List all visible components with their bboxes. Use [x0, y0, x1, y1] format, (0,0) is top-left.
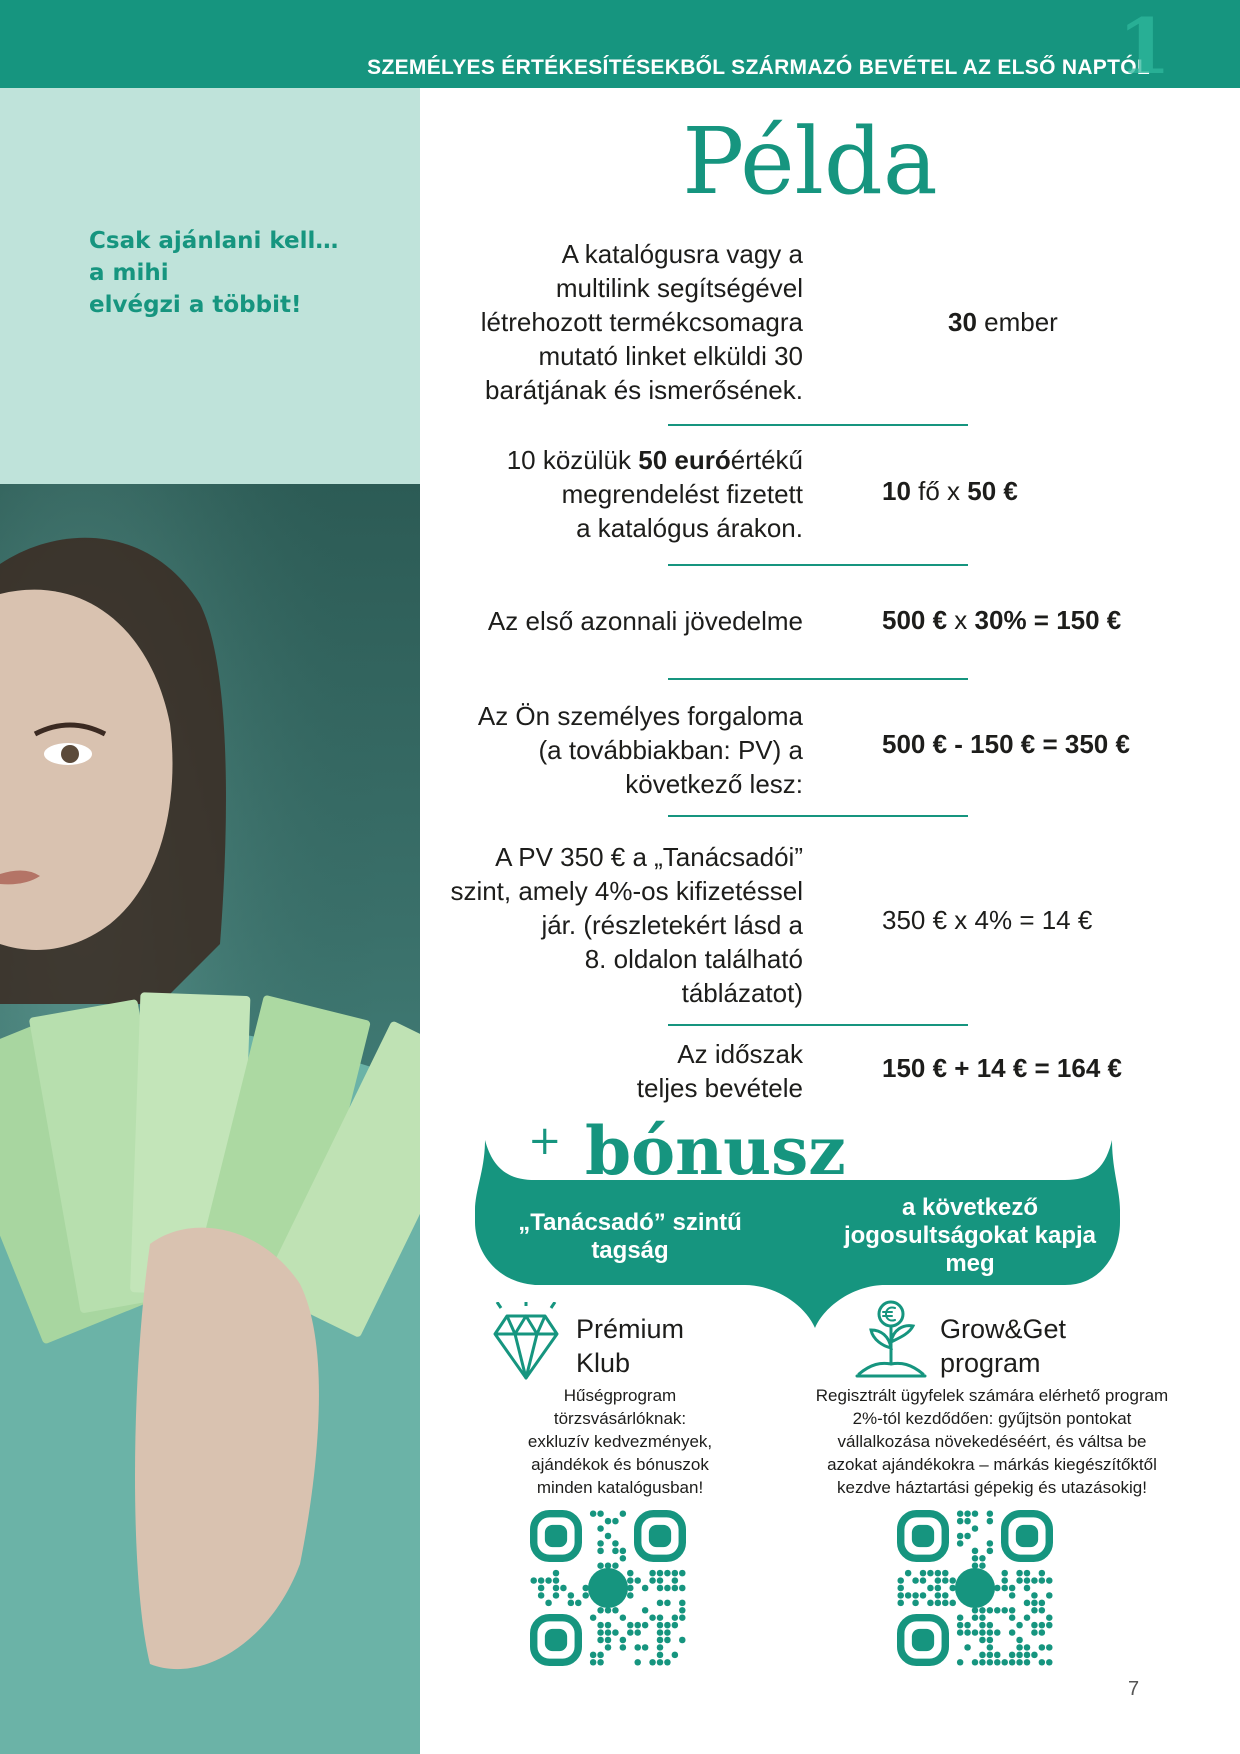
premium-klub-description	[480, 1384, 760, 1499]
page-number: 7	[1128, 1678, 1140, 1700]
feature-title-line: Grow&Get	[940, 1314, 1067, 1344]
qr-code-graphic	[530, 1510, 686, 1666]
feature-desc-line: vállalkozása növekedéséért, és váltsa be	[837, 1432, 1147, 1451]
row-text-line: megrendelést fizetett	[561, 479, 803, 509]
row-text-line: Az időszak	[677, 1039, 803, 1069]
row-value-bold: 30% = 150 €	[974, 605, 1122, 635]
row-text-line: A katalógusra vagy a	[561, 239, 803, 269]
tagline	[89, 225, 338, 321]
row-separator	[668, 564, 968, 566]
woman-holding-banknotes-photo	[0, 484, 420, 1754]
feature-desc-line: Regisztrált ügyfelek számára elérhető program	[815, 1386, 1169, 1405]
qr-code-graphic	[897, 1510, 1053, 1666]
row-3-description	[488, 604, 803, 638]
row-text-line: létrehozott termékcsomagra	[480, 307, 803, 337]
feature-desc-line: azokat ajándékokra – márkás kiegészítőktől	[827, 1455, 1157, 1474]
feature-title-line: program	[940, 1348, 1041, 1378]
feature-desc-line: exkluzív kedvezmények,	[527, 1432, 713, 1451]
row-text-line: a katalógus árakon.	[576, 513, 803, 543]
feature-desc-line: Hűségprogram	[563, 1386, 677, 1405]
feature-desc-line: kezdve háztartási gépekig és utazásokig!	[837, 1478, 1147, 1497]
row-2-value	[882, 474, 1018, 508]
row-text-line: A PV 350 € a „Tanácsadói”	[495, 842, 803, 872]
row-text-line: Az első azonnali jövedelme	[487, 606, 803, 636]
row-text-line: barátjának és ismerősének.	[485, 375, 803, 405]
premium-klub-qr-code[interactable]	[530, 1510, 686, 1666]
row-4-value	[882, 727, 1130, 761]
feature-desc-line: 2%-tól kezdődően: gyűjtsön pontokat	[852, 1409, 1132, 1428]
row-value-bold: 50 €	[967, 476, 1018, 506]
bubble-line: jogosultságokat kapja	[843, 1222, 1097, 1249]
row-text-line: 8. oldalon található	[584, 944, 803, 974]
diamond-icon	[493, 1302, 559, 1382]
photo-illustration	[0, 484, 420, 1754]
row-1-description	[481, 237, 803, 407]
row-text: 10 közülük	[506, 445, 639, 475]
row-value-bold: 500 € - 150 € = 350 €	[882, 729, 1130, 759]
row-4-description	[478, 699, 803, 801]
feature-desc-line: minden katalógusban!	[536, 1478, 704, 1497]
row-separator	[668, 424, 968, 426]
row-6-description	[637, 1037, 803, 1105]
feature-desc-line: törzsvásárlóknak:	[553, 1409, 687, 1428]
row-value-text: ember	[976, 307, 1058, 337]
plant-euro-icon	[855, 1300, 927, 1380]
tagline-line: Csak ajánlani kell…	[89, 228, 339, 254]
bonus-title: bónusz	[585, 1112, 846, 1190]
row-text: értékű	[730, 445, 803, 475]
row-value-bold: 10	[882, 476, 911, 506]
row-text-line: szint, amely 4%-os kifizetéssel	[450, 876, 803, 906]
row-text-line: (a továbbiakban: PV) a	[538, 735, 803, 765]
bubble-line: a következő	[901, 1194, 1039, 1221]
row-value-bold: 30	[948, 307, 977, 337]
row-6-value	[882, 1051, 1122, 1085]
row-separator	[668, 678, 968, 680]
row-text-line: Az Ön személyes forgaloma	[477, 701, 803, 731]
row-text-line	[507, 443, 803, 477]
grow-get-description	[762, 1384, 1222, 1499]
row-5-description	[450, 840, 803, 1010]
tagline-line: a mihi	[89, 260, 169, 286]
grow-get-qr-code[interactable]	[897, 1510, 1053, 1666]
row-2-description	[507, 443, 803, 545]
header-title: SZEMÉLYES ÉRTÉKESÍTÉSEKBŐL SZÁRMAZÓ BEVÉTEL AZ ELSŐ NAPTÓL	[367, 56, 1150, 79]
row-text-line: multilink segítségével	[555, 273, 803, 303]
feature-desc-line: ajándékok és bónuszok	[531, 1455, 709, 1474]
example-title: Példa	[682, 108, 938, 215]
feature-title-line: Klub	[576, 1348, 631, 1378]
row-5-value	[882, 903, 1092, 937]
row-value-text: fő x	[910, 476, 968, 506]
grow-get-title	[940, 1312, 1066, 1380]
row-value-bold: 150 € + 14 € = 164 €	[882, 1053, 1122, 1083]
premium-klub-title	[576, 1312, 684, 1380]
row-text-line: következő lesz:	[625, 769, 803, 799]
row-separator	[668, 1024, 968, 1026]
feature-title-line: Prémium	[576, 1314, 685, 1344]
row-value-text: x	[947, 605, 975, 635]
bubble-line: meg	[945, 1250, 995, 1277]
bubble-line: „Tanácsadó” szintű	[518, 1209, 742, 1236]
header-bar	[0, 0, 1240, 88]
row-1-value	[948, 305, 1058, 339]
row-separator	[668, 815, 968, 817]
row-3-value	[882, 603, 1121, 637]
row-value-text: 350 € x 4% = 14 €	[882, 905, 1093, 935]
row-text-line: teljes bevétele	[636, 1073, 803, 1103]
chapter-number: 1	[1118, 2, 1171, 91]
row-value-bold: 500 €	[882, 605, 948, 635]
row-text-line: mutató linket elküldi 30	[538, 341, 803, 371]
bubble-line: tagság	[591, 1237, 669, 1264]
tagline-line: elvégzi a többit!	[89, 292, 302, 318]
bubble-right-text	[820, 1194, 1120, 1278]
row-text-line: táblázatot)	[681, 978, 803, 1008]
bonus-plus: +	[528, 1118, 562, 1164]
bubble-left-text	[490, 1209, 770, 1265]
row-text-bold: 50 euró	[638, 445, 731, 475]
row-text-line: jár. (részletekért lásd a	[541, 910, 803, 940]
